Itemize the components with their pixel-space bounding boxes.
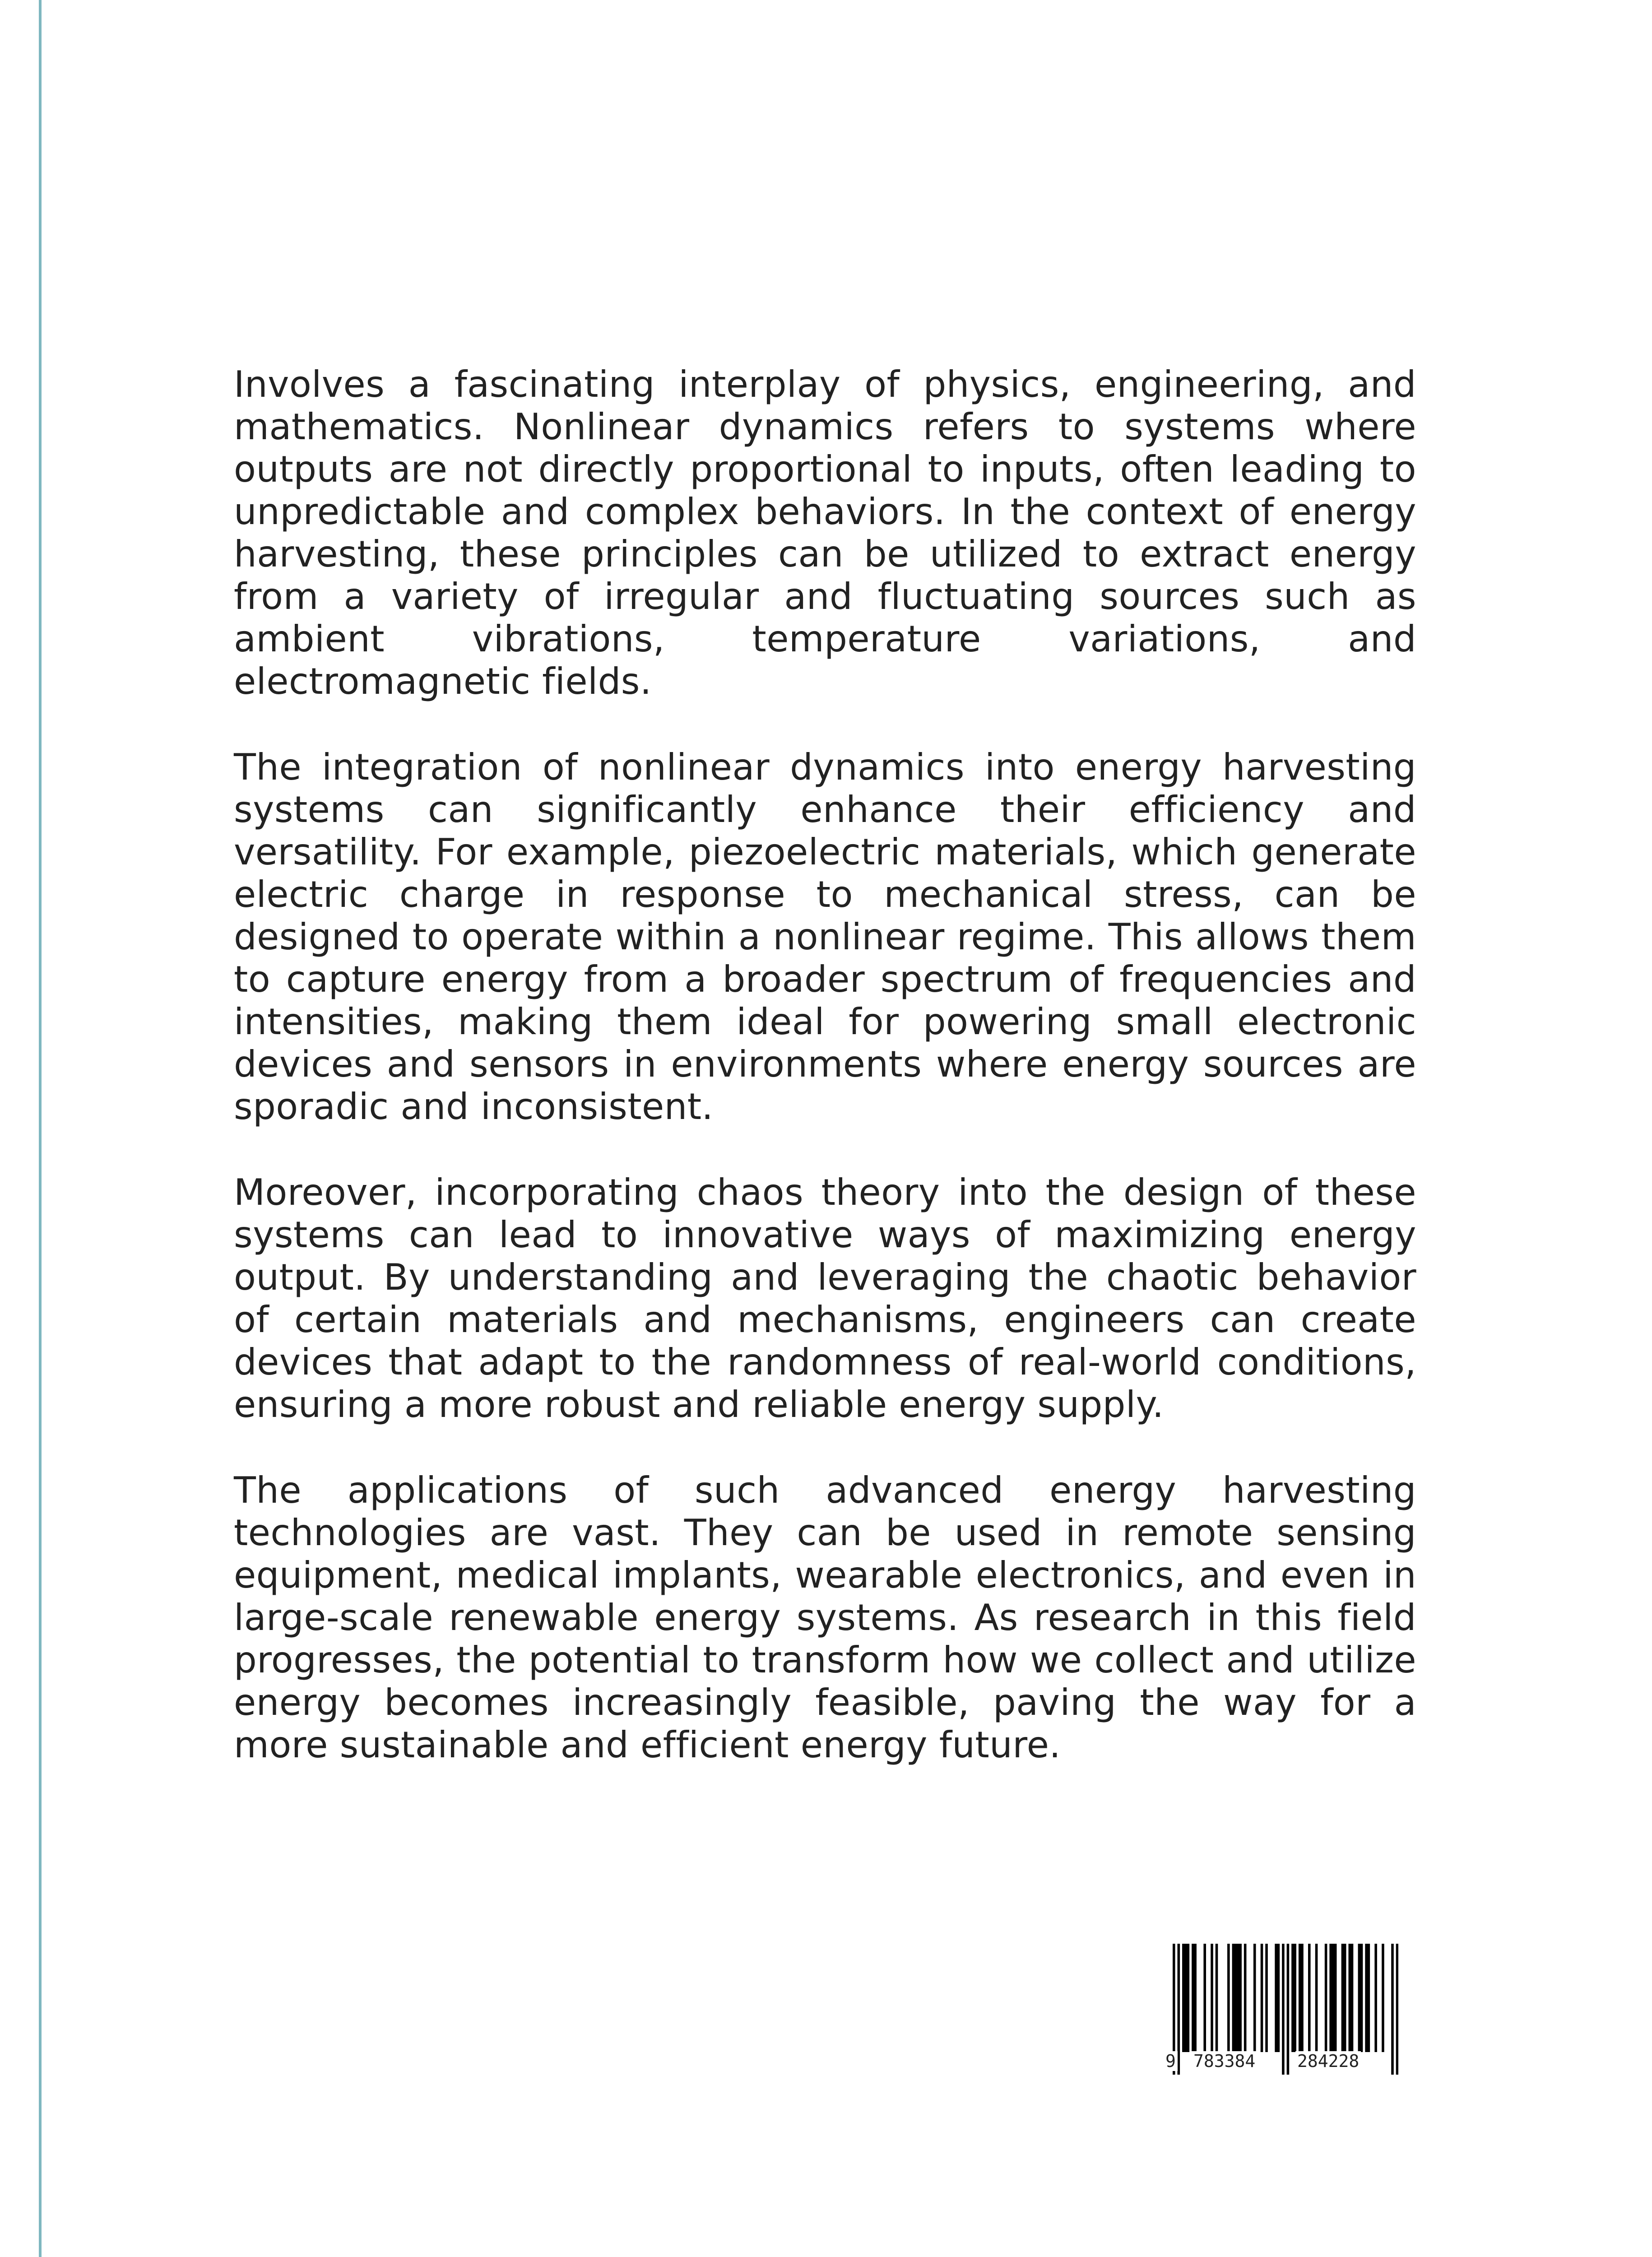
barcode-bar [1232, 1944, 1235, 2052]
barcode-bar [1325, 1944, 1327, 2052]
barcode-bar [1203, 1944, 1206, 2052]
barcode-bar [1374, 1944, 1377, 2052]
barcode-bar [1368, 1944, 1370, 2052]
barcode-bar [1227, 1944, 1230, 2052]
isbn-barcode [1165, 1944, 1398, 2079]
barcode-bar [1351, 1944, 1354, 2052]
barcode-bar [1344, 1944, 1346, 2052]
barcode-bar [1239, 1944, 1242, 2052]
paragraph-4: The applications of such advanced energy harvesting technologies are vast. They can be used in remote sensing equipment, medical implants, wearable electronics, and even in large-scale renewable energy systems. As research in this field progresses, the potential to transform how we collect and utilize energy becomes increasingly feasible, paving the way for a more sustainable and efficient energy future. [234, 1469, 1416, 1766]
barcode-bar [1237, 1944, 1239, 2052]
barcode-bar [1360, 1944, 1363, 2052]
barcode-bar [1253, 1944, 1256, 2052]
barcode-bar [1308, 1944, 1311, 2052]
barcode-bar [1234, 1944, 1237, 2052]
barcode-bar [1187, 1944, 1190, 2052]
barcode-bar [1275, 1944, 1277, 2052]
back-cover-text [234, 363, 1416, 1810]
barcode-bar [1184, 1944, 1187, 2052]
barcode-lead-digit: 9 [1164, 2051, 1178, 2071]
barcode-bar [1382, 1944, 1384, 2052]
barcode-bar [1216, 1944, 1218, 2052]
barcode-bar [1277, 1944, 1280, 2052]
barcode-bar [1329, 1944, 1332, 2052]
barcode-bar [1291, 1944, 1294, 2052]
barcode-bar [1194, 1944, 1197, 2052]
barcode-bar [1348, 1944, 1351, 2052]
paragraph-1: Involves a fascinating interplay of physics, engineering, and mathematics. Nonlinear dynamics refers to systems where outputs are not directly proportional to inputs, often leading to unpredictable and complex behaviors. In the context of energy harvesting, these principles can be utilized to extract energy from a variety of irregular and fluctuating sources such as ambient vibrations, temperature variations, and electromagnetic fields. [234, 363, 1416, 702]
barcode-right-group: 284228 [1295, 2051, 1361, 2071]
barcode-bar [1301, 1944, 1304, 2052]
paragraph-2: The integration of nonlinear dynamics into energy harvesting systems can significantly enhance their efficiency and versatility. For example, piezoelectric materials, which generate electric charge in response to mechanical stress, can be designed to operate within a nonlinear regime. This allows them to capture energy from a broader spectrum of frequencies and intensities, making them ideal for powering small electronic devices and sensors in environments where energy sources are sporadic and inconsistent. [234, 746, 1416, 1128]
barcode-left-group: 783384 [1192, 2051, 1257, 2071]
barcode-bar [1358, 1944, 1361, 2052]
barcode-bar [1182, 1944, 1185, 2052]
barcode-bar [1244, 1944, 1247, 2052]
barcode-bar [1294, 1944, 1296, 2052]
barcode-bar [1334, 1944, 1337, 2052]
barcode-bar [1315, 1944, 1318, 2052]
barcode-bar [1211, 1944, 1213, 2052]
barcode-bar [1261, 1944, 1263, 2052]
barcode-bar [1341, 1944, 1344, 2052]
barcode-bar [1365, 1944, 1368, 2052]
barcode-digits [1165, 2051, 1398, 2073]
barcode-bar [1332, 1944, 1335, 2052]
barcode-bar [1265, 1944, 1268, 2052]
barcode-bar [1299, 1944, 1301, 2052]
barcode-bar [1192, 1944, 1194, 2052]
left-border-rule [39, 0, 42, 2257]
paragraph-3: Moreover, incorporating chaos theory into the design of these systems can lead to innovative ways of maximizing energy output. By understanding and leveraging the chaotic behavior of certain materials and mechanisms, engineers can create devices that adapt to the randomness of real-world conditions, ensuring a more robust and reliable energy supply. [234, 1171, 1416, 1426]
